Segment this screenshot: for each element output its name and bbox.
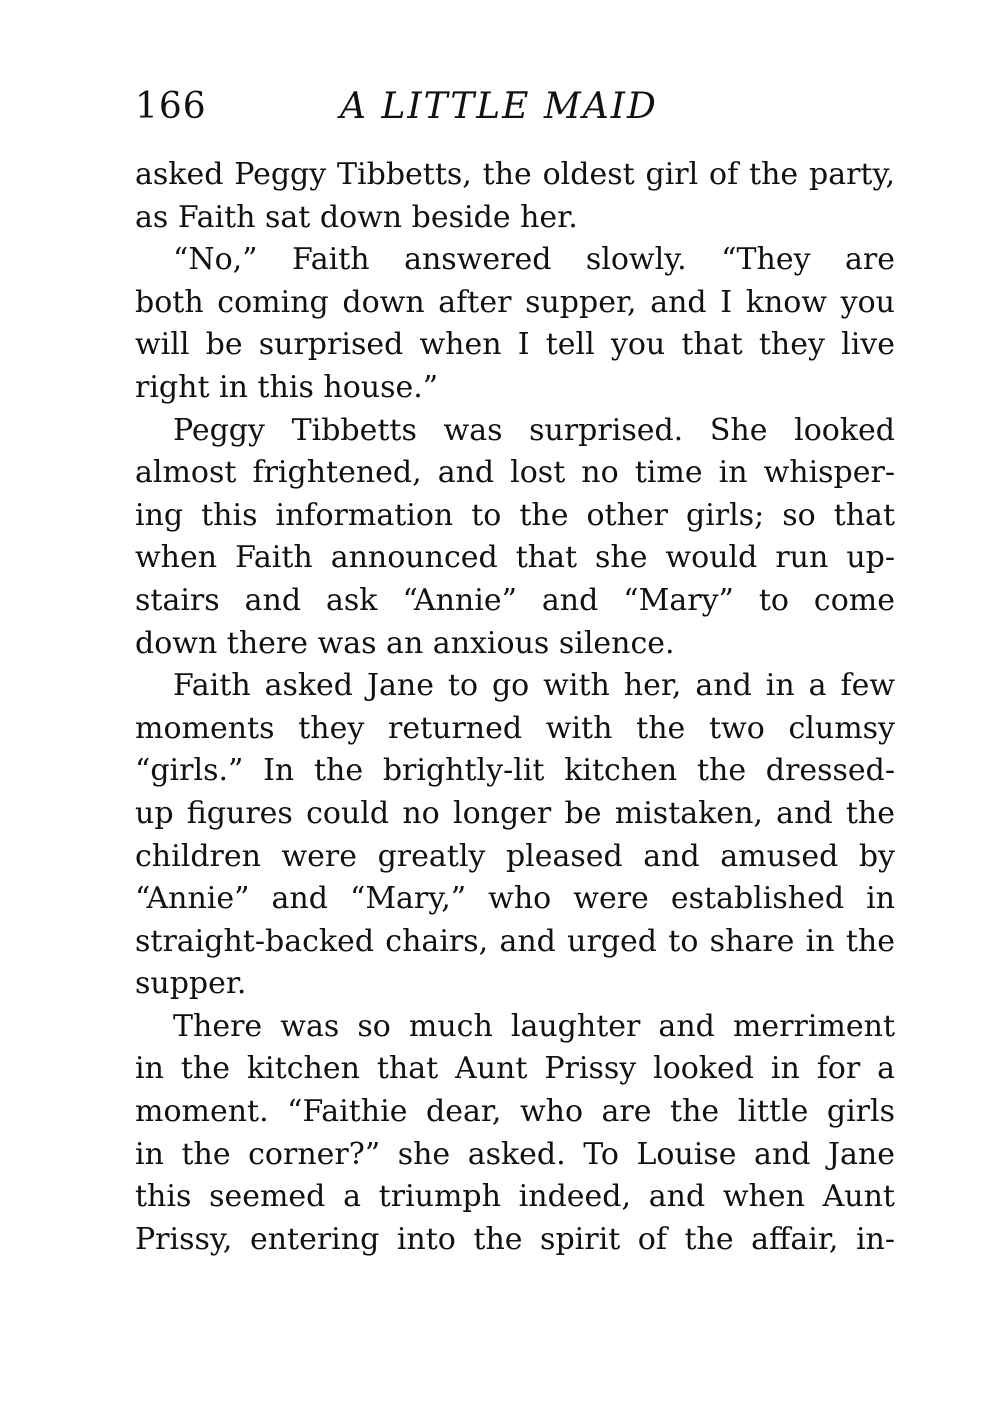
text-line: as Faith sat down beside her. xyxy=(135,199,578,235)
text-line: asked Peggy Tibbetts, the oldest girl of the party, xyxy=(135,157,895,192)
page-number: 166 xyxy=(135,86,207,127)
text-line: down there was an anxious silence. xyxy=(135,625,675,661)
running-title: A LITTLE MAID xyxy=(340,86,658,127)
text-line: supper. xyxy=(135,966,247,1002)
text-line: There was so much laughter and merriment xyxy=(173,1008,895,1044)
text-line: moment. “Faithie dear, who are the little girls xyxy=(135,1094,895,1130)
paragraph xyxy=(135,410,895,666)
text-line: “Annie” and “Mary,” who were established in xyxy=(135,881,895,917)
paragraph xyxy=(135,665,895,1006)
text-line: stairs and ask “Annie” and “Mary” to come xyxy=(135,582,895,618)
paragraph xyxy=(135,1006,895,1262)
page-header xyxy=(135,82,895,132)
text-line: both coming down after supper, and I know you xyxy=(135,284,895,320)
text-line: “girls.” In the brightly-lit kitchen the dressed- xyxy=(135,753,895,789)
text-line: in the kitchen that Aunt Prissy looked in for a xyxy=(135,1051,895,1087)
body-text xyxy=(135,154,895,1261)
text-line: “No,” Faith answered slowly. “They are xyxy=(173,242,895,278)
text-line: this seemed a triumph indeed, and when Aunt xyxy=(135,1179,895,1215)
text-line: children were greatly pleased and amused by xyxy=(135,838,895,874)
text-line: right in this house.” xyxy=(135,369,439,405)
text-line: Peggy Tibbetts was surprised. She looked xyxy=(173,412,895,448)
paragraph xyxy=(135,239,895,409)
text-line: Prissy, entering into the spirit of the affair, in- xyxy=(135,1221,895,1257)
text-line: almost frightened, and lost no time in whisper- xyxy=(135,455,895,491)
text-line: straight-backed chairs, and urged to share in the xyxy=(135,923,895,959)
text-line: when Faith announced that she would run up- xyxy=(135,540,895,576)
text-line: in the corner?” she asked. To Louise and Jane xyxy=(135,1136,895,1172)
text-line: Faith asked Jane to go with her, and in a few xyxy=(173,668,895,704)
text-line: up figures could no longer be mistaken, and the xyxy=(135,795,895,831)
text-line: ing this information to the other girls; so that xyxy=(135,497,895,533)
text-line: moments they returned with the two clumsy xyxy=(135,710,895,746)
paragraph xyxy=(135,154,895,239)
text-line: will be surprised when I tell you that they live xyxy=(135,327,895,363)
